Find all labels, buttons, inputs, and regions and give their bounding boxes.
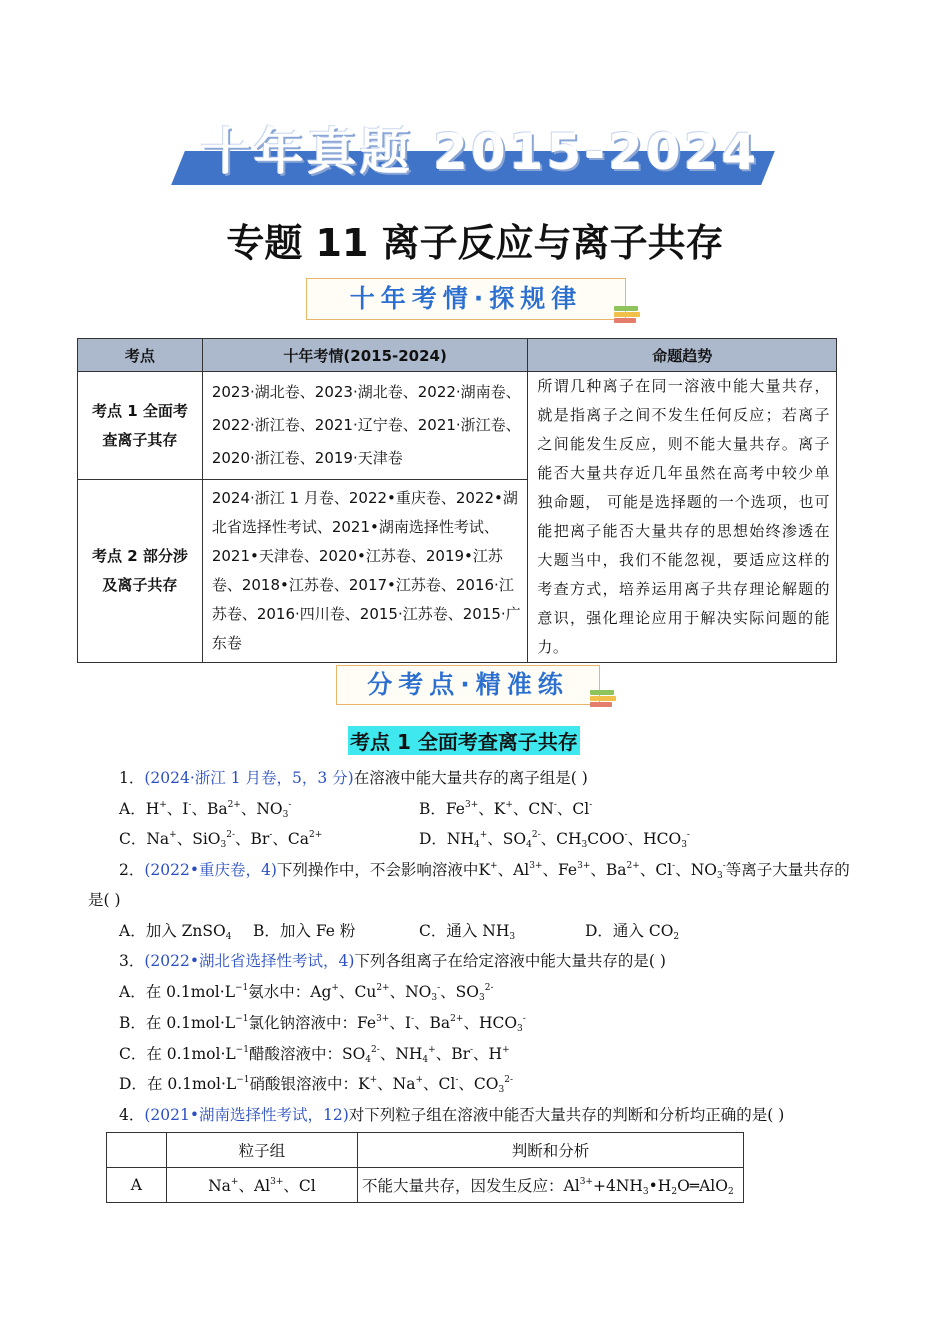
- q3-stem: [119, 951, 666, 971]
- q3-number: 3．: [119, 952, 145, 970]
- q1-option-a: A．H+、I-、$Ba^{2+}$、$NO_3^-$: [119, 800, 292, 820]
- q1-option-d: D．$NH_4^+$、$SO_4^{2-}$、$CH_3COO^-$、$HCO_3^-$: [419, 830, 690, 850]
- q2-text: 下列操作中，不会影响溶液中: [276, 861, 479, 879]
- section-label-text: 分考点·精准练: [367, 670, 569, 699]
- q4-row-a-judge: 不能大量共存，因发生反应：: [362, 1177, 564, 1195]
- point-2-line2: 及离子共存: [102, 576, 178, 594]
- q3-option-a: A．在 $0.1mol\cdot L^{-1}$氨水中：Ag+、$Cu^{2+}$、$NO_3^-$、$SO_3^{2-}$: [119, 983, 494, 1003]
- q4-row-a-label: A: [107, 1168, 167, 1203]
- q1-option-c: C．Na+、SiO$_3^{2-}$、Br-、$Ca^{2+}$: [119, 830, 323, 850]
- q2-option-c-text: C．通入 NH: [419, 922, 510, 940]
- overview-table: [77, 338, 837, 663]
- q3-text: 下列各组离子在给定溶液中能大量共存的是( ): [354, 952, 666, 970]
- q2-text-cont: 是( ): [88, 891, 121, 909]
- q2-number: 2．: [119, 861, 145, 879]
- kp1-heading: 考点 1 全面考查离子共存: [348, 726, 580, 755]
- q2-source: (2022•重庆卷，4): [144, 861, 277, 879]
- q2-option-d-text: D．通入 CO: [585, 922, 674, 940]
- q4-header-blank: [107, 1133, 167, 1168]
- section-label-practice: [336, 665, 600, 705]
- q1-source: (2024·浙江 1 月卷，5，3 分): [144, 769, 354, 787]
- q4-row-a-particles: Na+、$Al^{3+}$、Cl: [166, 1168, 357, 1203]
- q3-conc: 在 0.1mol·L: [145, 983, 235, 1001]
- q3-option-c: C．在 $0.1mol\cdot L^{-1}$醋酸溶液中：$SO_4^{2-}$、$NH_4^+$、Br-、H+: [119, 1045, 510, 1065]
- point-2-cell: [78, 480, 203, 663]
- q3-option-d: D．在 $0.1mol\cdot L^{-1}$硝酸银溶液中：K+、Na+、Cl-、$CO_3^{2-}$: [119, 1075, 513, 1095]
- q3-conc: 在 0.1mol·L: [145, 1014, 236, 1032]
- q1-stem: [119, 768, 588, 788]
- point-2-line1: 考点 2 部分涉: [91, 547, 188, 565]
- q4-row-a-analysis: 不能大量共存，因发生反应：$Al^{3+}+4NH_3•H_2O═AlO_2$: [358, 1168, 744, 1203]
- q2-stem: 2．(2022•重庆卷，4)下列操作中，不会影响溶液中K+、$Al^{3+}$、$Fe^{3+}$、$Ba^{2+}$、Cl-、$NO_3^-$等离子大量共存的: [119, 861, 850, 881]
- point-1-cell: [78, 372, 203, 480]
- header-trend: 命题趋势: [528, 339, 837, 372]
- q2-text-tail: 等离子大量共存的: [725, 861, 850, 879]
- q3-option-b: B．在 $0.1mol\cdot L^{-1}$氯化钠溶液中：$Fe^{3+}$、I-、$Ba^{2+}$、$HCO_3^-$: [119, 1014, 526, 1034]
- trend-cell: 所谓几种离子在同一溶液中能大量共存，就是指离子之间不发生任何反应；若离子之间能发生反应，则不能大量共存。离子能否大量共存近几年虽然在高考中较少单独命题， 可能是选择题的一个选项，也可能把离子能否大量共存的思想始终渗透在大题当中，我们不能忽视，要适应这样的考查方式，培养运用离子共存理论解题的意识，强化理论应用于解决实际问题的能力。: [528, 372, 837, 663]
- q4-source: (2021•湖南选择性考试，12): [144, 1106, 349, 1124]
- q3-conc: 在 0.1mol·L: [146, 1075, 237, 1093]
- section-label-text: 十年考情·探规律: [349, 284, 583, 313]
- q3-conc: 在 0.1mol·L: [146, 1045, 236, 1063]
- q1-number: 1．: [119, 769, 145, 787]
- q2-option-a: A．加入 ZnSO$_4$: [119, 922, 232, 942]
- section-label-overview: [306, 278, 626, 320]
- books-icon: [590, 690, 616, 708]
- q1-option-b: B．$Fe^{3+}$、K+、CN-、Cl-: [419, 800, 593, 818]
- q4-table: [106, 1132, 744, 1203]
- header-point: 考点: [78, 339, 203, 372]
- q4-stem: [119, 1105, 784, 1125]
- q3-solvent-d: 硝酸银溶液中：: [249, 1075, 359, 1093]
- q4-text: 对下列粒子组在溶液中能否大量共存的判断和分析均正确的是( ): [348, 1106, 785, 1124]
- q4-header-analysis: 判断和分析: [358, 1133, 744, 1168]
- page-title: 专题 11 离子反应与离子共存: [226, 221, 724, 265]
- q3-source: (2022•湖北省选择性考试，4): [144, 952, 355, 970]
- q3-solvent-a: 氨水中：: [248, 983, 311, 1001]
- banner-title: 十年真题 2015-2024: [200, 123, 760, 181]
- point-1-line1: 考点 1 全面考: [91, 401, 188, 420]
- q4-number: 4．: [119, 1106, 145, 1124]
- years-1: 2023·湖北卷、2023·湖北卷、2022·湖南卷、2022·浙江卷、2021·辽宁卷、2021·浙江卷、2020·浙江卷、2019·天津卷: [202, 372, 528, 480]
- q2-option-d: D．通入 $CO_2$: [585, 922, 680, 942]
- years-2: 2024·浙江 1 月卷、2022•重庆卷、2022•湖北省选择性考试、2021•湖南选择性考试、2021•天津卷、2020•江苏卷、2019•江苏卷、2018•江苏卷、2017•江苏卷、2016·江苏卷、2016·四川卷、2015·江苏卷、2015·广东卷: [202, 480, 528, 663]
- q2-option-a-text: A．加入 ZnSO: [119, 922, 226, 940]
- q1-text: 在溶液中能大量共存的离子组是( ): [353, 769, 588, 787]
- q3-solvent-b: 氯化钠溶液中：: [248, 1014, 357, 1032]
- q2-option-b: B．加入 Fe 粉: [253, 922, 356, 940]
- q3-solvent-c: 醋酸溶液中：: [248, 1045, 342, 1063]
- header-years: 十年考情(2015-2024): [202, 339, 528, 372]
- q4-header-particles: 粒子组: [166, 1133, 357, 1168]
- point-1-line2: 查离子其存: [102, 430, 178, 449]
- q2-option-c: C．通入 $NH_3$: [419, 922, 516, 942]
- books-icon: [614, 306, 640, 324]
